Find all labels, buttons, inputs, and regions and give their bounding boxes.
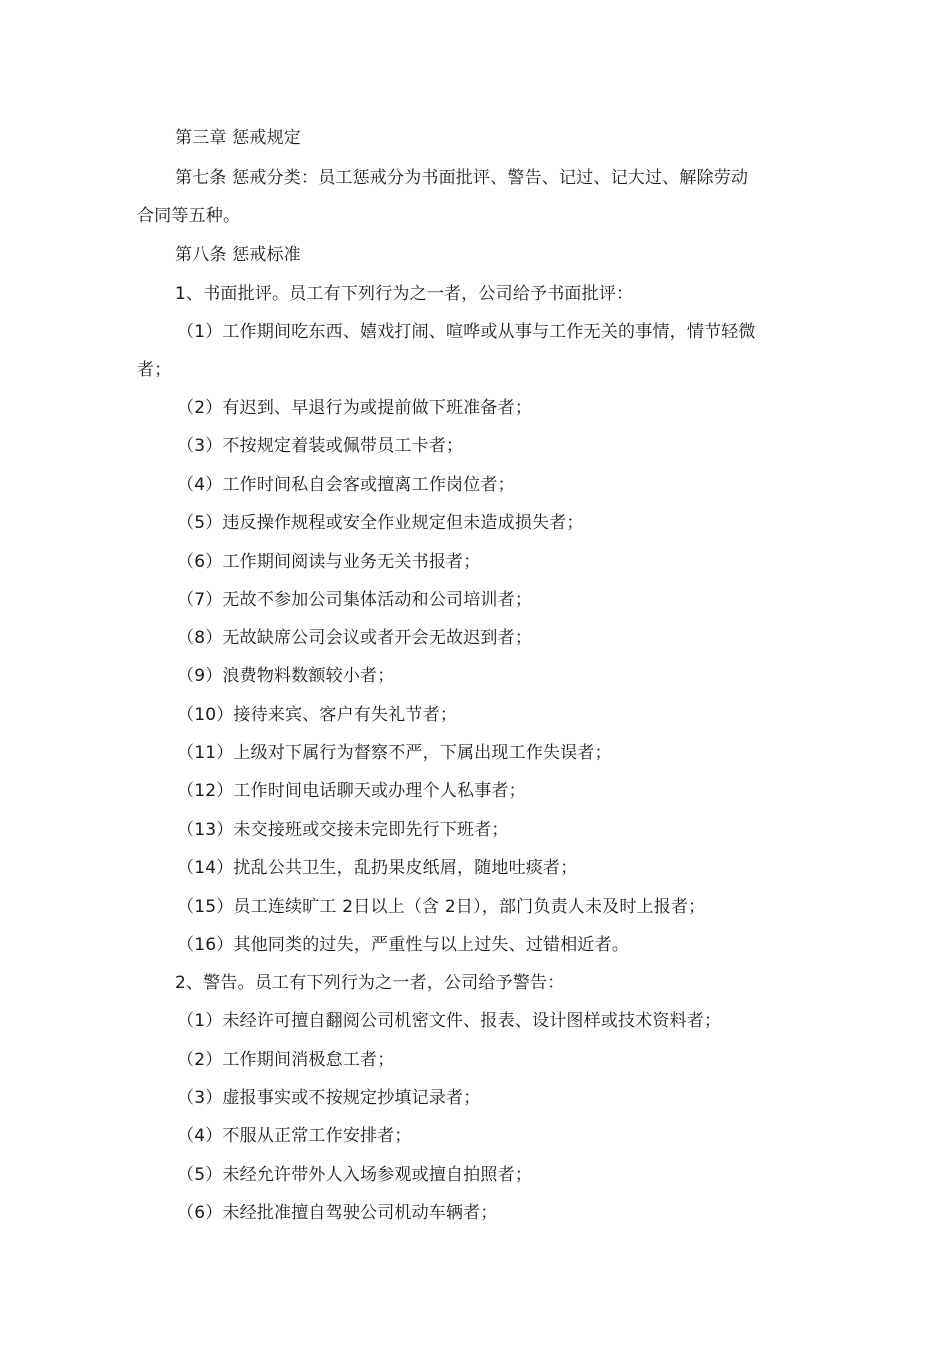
- section1-item: （4）工作时间私自会客或擅离工作岗位者；: [177, 475, 515, 495]
- section1-item: （14）扰乱公共卫生，乱扔果皮纸屑，随地吐痰者；: [177, 858, 578, 878]
- section1-item: （7）无故不参加公司集体活动和公司培训者；: [177, 590, 533, 610]
- section2-item: （6）未经批准擅自驾驶公司机动车辆者；: [177, 1203, 498, 1223]
- article7-line1: 第七条 惩戒分类：员工惩戒分为书面批评、警告、记过、记大过、解除劳动: [175, 168, 749, 188]
- article8-heading: 第八条 惩戒标准: [175, 245, 302, 265]
- section1-heading: 1、书面批评。员工有下列行为之一者，公司给予书面批评：: [175, 284, 634, 304]
- section2-item: （2）工作期间消极怠工者；: [177, 1050, 395, 1070]
- section2-item: （5）未经允许带外人入场参观或擅自拍照者；: [177, 1165, 533, 1185]
- section1-item1-line1: （1）工作期间吃东西、嬉戏打闹、喧哗或从事与工作无关的事情，情节轻微: [177, 322, 756, 342]
- section1-item: （12）工作时间电话聊天或办理个人私事者；: [177, 781, 526, 801]
- section2-item: （4）不服从正常工作安排者；: [177, 1126, 412, 1146]
- section1-item: （3）不按规定着装或佩带员工卡者；: [177, 436, 464, 456]
- section1-item: （15）员工连续旷工 2日以上（含 2日），部门负责人未及时上报者；: [177, 897, 706, 917]
- section1-item1-line2: 者；: [137, 360, 172, 380]
- section1-item: （2）有迟到、早退行为或提前做下班准备者；: [177, 398, 533, 418]
- section2-heading: 2、警告。员工有下列行为之一者，公司给予警告：: [175, 973, 565, 993]
- section1-item: （5）违反操作规程或安全作业规定但未造成损失者；: [177, 513, 584, 533]
- section2-item: （1）未经许可擅自翻阅公司机密文件、报表、设计图样或技术资料者；: [177, 1011, 722, 1031]
- section1-item: （6）工作期间阅读与业务无关书报者；: [177, 552, 481, 572]
- section1-item: （10）接待来宾、客户有失礼节者；: [177, 705, 458, 725]
- section2-item: （3）虚报事实或不按规定抄填记录者；: [177, 1088, 481, 1108]
- article7-line2: 合同等五种。: [137, 206, 241, 226]
- section1-item: （8）无故缺席公司会议或者开会无故迟到者；: [177, 628, 533, 648]
- section1-item: （9）浪费物料数额较小者；: [177, 666, 395, 686]
- section1-item: （13）未交接班或交接未完即先行下班者；: [177, 820, 509, 840]
- section1-item: （16）其他同类的过失，严重性与以上过失、过错相近者。: [177, 935, 630, 955]
- chapter-heading: 第三章 惩戒规定: [175, 128, 302, 148]
- section1-item: （11）上级对下属行为督察不严，下属出现工作失误者；: [177, 743, 612, 763]
